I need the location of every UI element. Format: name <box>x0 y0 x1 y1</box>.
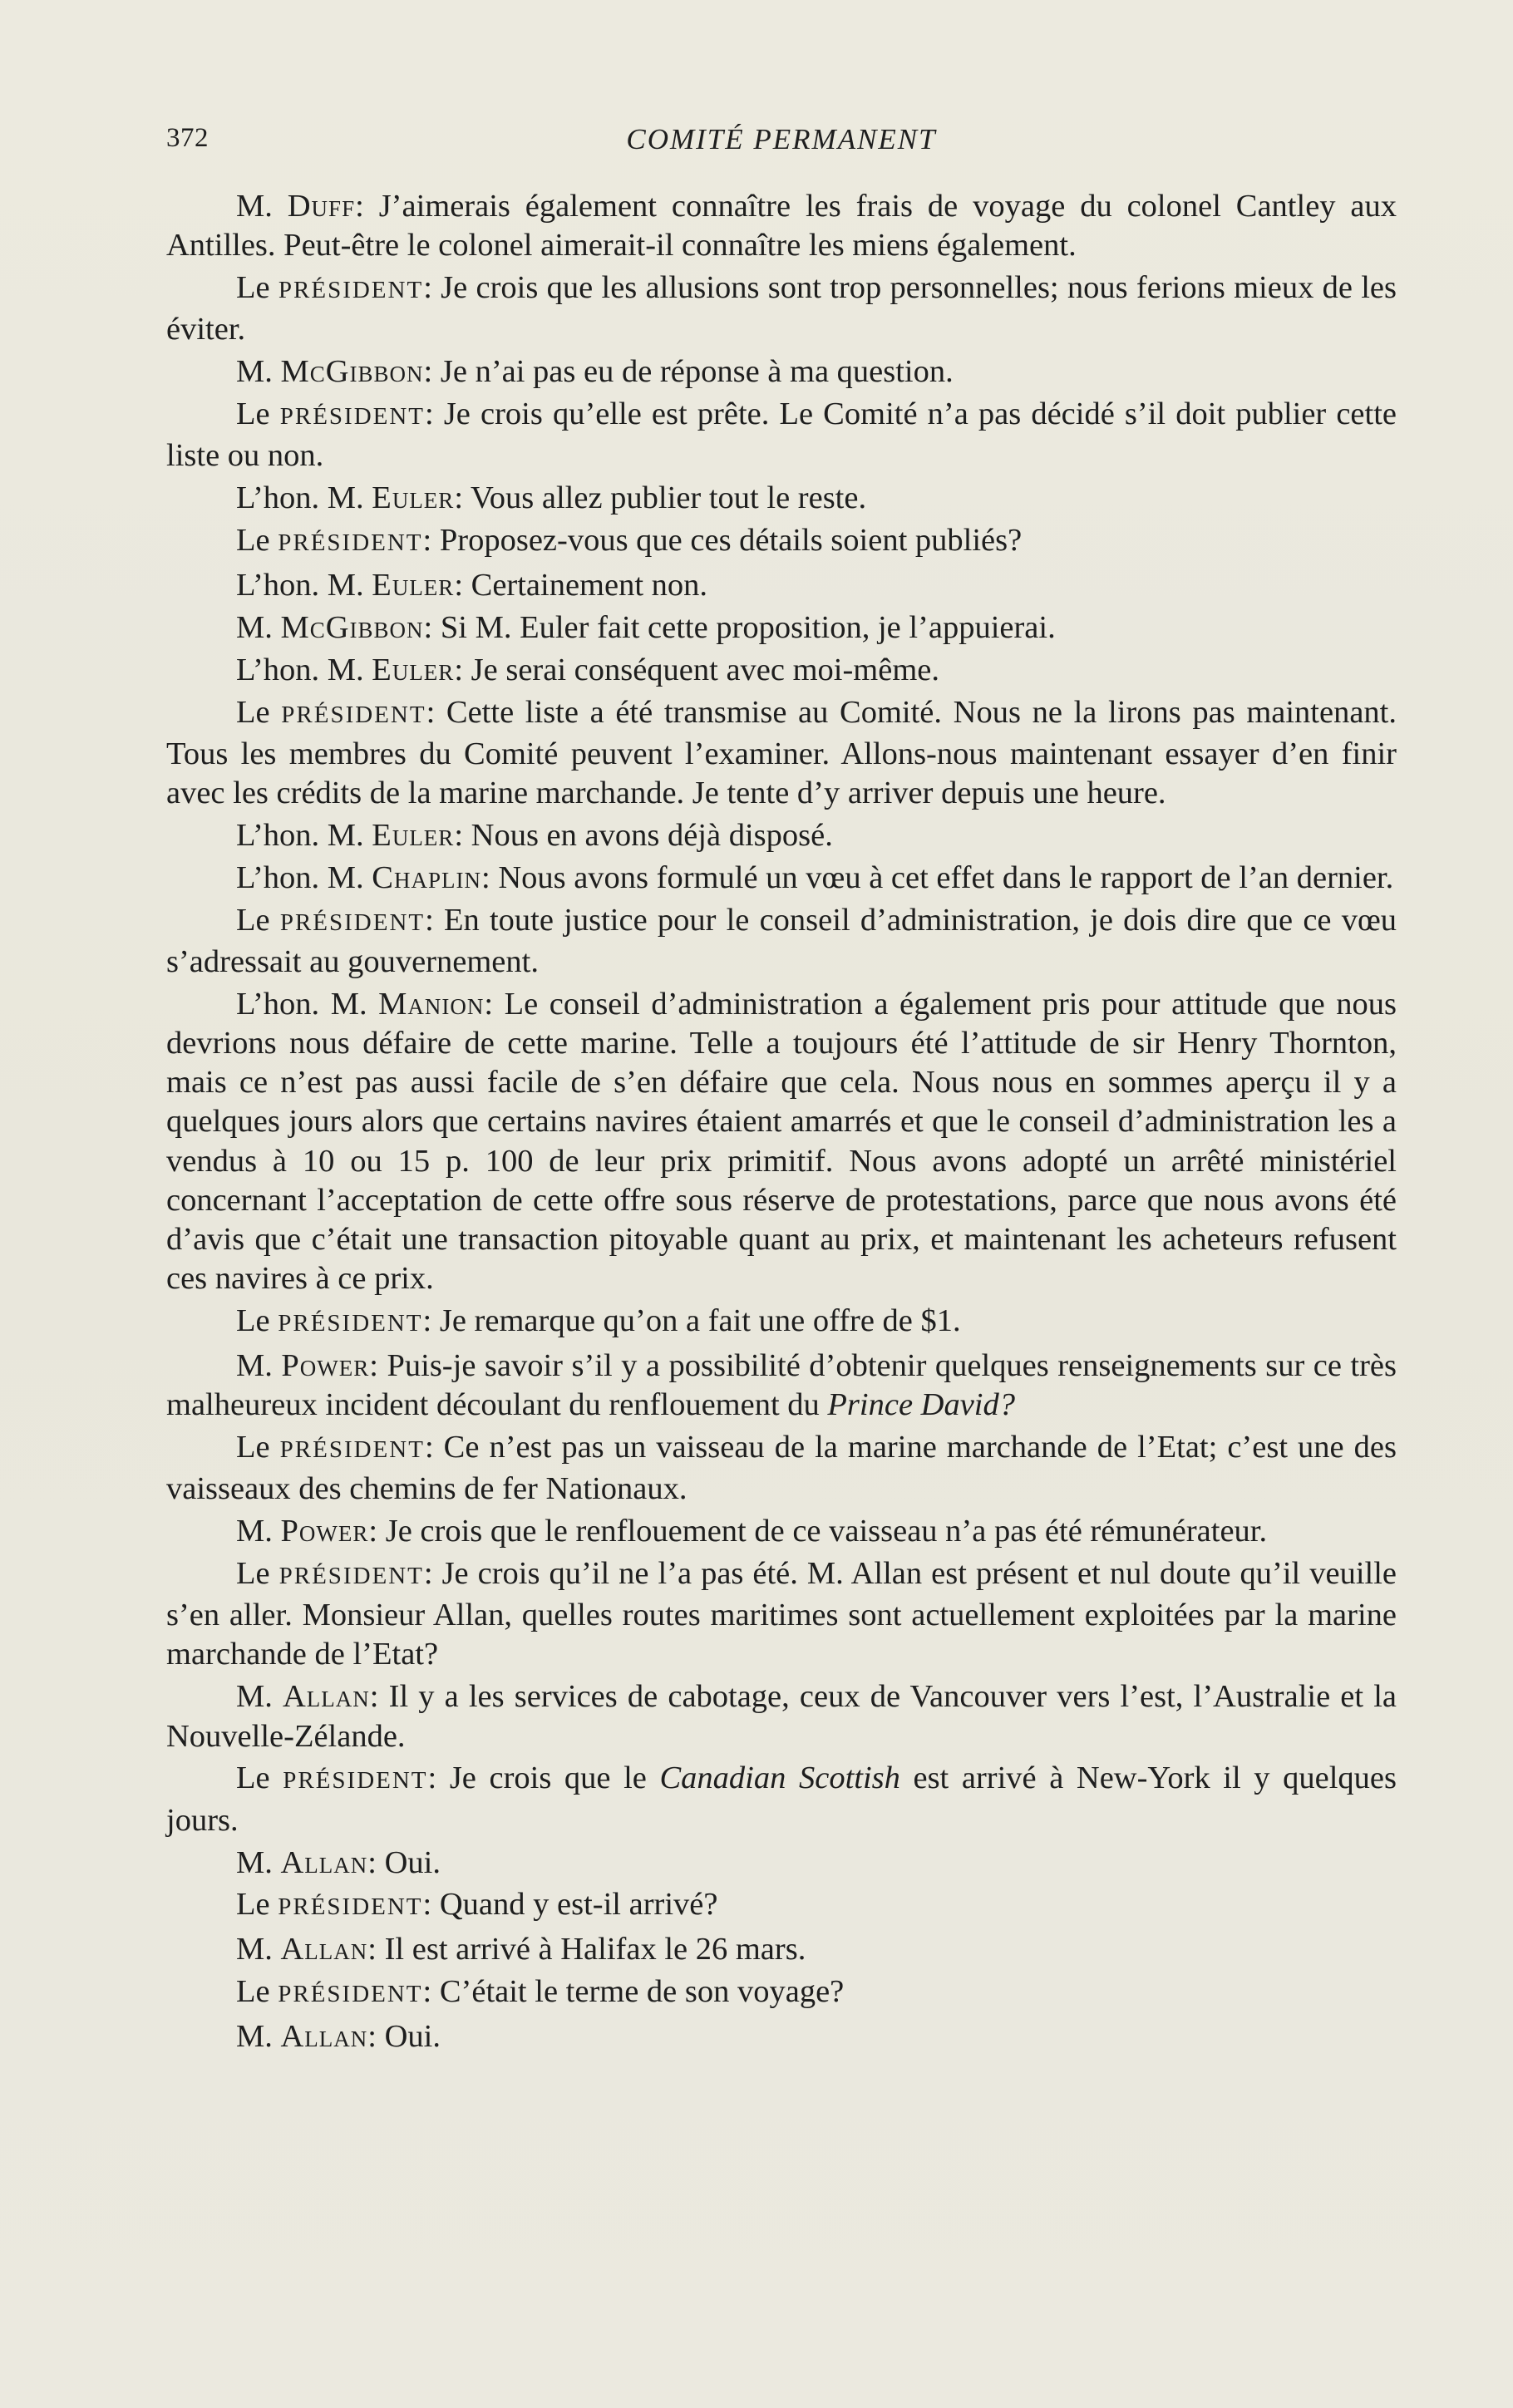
speaker-separator: : <box>424 1430 444 1465</box>
speech-text: Je n’ai pas eu de réponse à ma question. <box>440 354 954 390</box>
speaker-title: M. <box>236 1679 283 1715</box>
transcript-paragraph <box>166 1677 1397 1756</box>
transcript-paragraph <box>166 479 1397 518</box>
transcript-paragraph <box>166 901 1397 982</box>
speech-text: Il y a les services de cabotage, ceux de Vancouver vers l’est, l’Australie et la Nouvelle-Zélande. <box>166 1679 1397 1754</box>
speaker-name: PRÉSIDENT <box>278 1310 423 1337</box>
transcript-paragraph <box>166 1428 1397 1509</box>
transcript-paragraph <box>166 1930 1397 1969</box>
ship-name: Prince David? <box>827 1387 1015 1423</box>
speech-text: Je crois qu’elle est prête. Le Comité n’a pas décidé s’il doit publier cette liste ou non. <box>166 396 1397 474</box>
speaker-separator: : <box>423 354 441 390</box>
speech-text: Le conseil d’administration a également pris pour attitude que nous devrions nous défaire de cette marine. Telle a toujours été l’attitude de sir Henry Thornton, mais ce n’est pas aussi facile de s’en défaire que cela. Nous nous en sommes aperçu il y a quelques jours alors que certains navires étaient amarrés et que le conseil d’administration les a vendus à 10 ou 15 p. 100 de leur prix primitif. Nous avons adopté un arrêté ministériel concernant l’acceptation de cette offre sous réserve de protestations, parce que nous avons été d’avis que c’était une transaction pitoyable quant au prix, et maintenant les acheteurs refusent ces navires à ce prix. <box>166 986 1397 1297</box>
transcript-body <box>166 187 1397 2060</box>
speech-text: En toute justice pour le conseil d’administration, je dois dire que ce vœu s’adressait au gouvernement. <box>166 902 1397 979</box>
speaker-name: PRÉSIDENT <box>278 1981 423 2008</box>
speaker-title: L’hon. M. <box>236 859 372 895</box>
speaker-title: Le <box>236 1887 278 1923</box>
speaker-separator: : <box>426 694 446 730</box>
speaker-separator: : <box>422 1887 440 1923</box>
speaker-separator: : <box>367 1932 385 1967</box>
speaker-name: Power <box>281 1348 370 1383</box>
speech-text: Certainement non. <box>471 567 708 603</box>
transcript-paragraph <box>166 1512 1397 1551</box>
speaker-title: Le <box>236 396 280 432</box>
transcript-paragraph <box>166 608 1397 648</box>
speaker-title: M. <box>236 609 281 645</box>
speaker-name: Allan <box>283 1679 370 1715</box>
speech-text: Ce n’est pas un vaisseau de la marine marchande de l’Etat; c’est une des vaisseaux des chemins de fer Nationaux. <box>166 1430 1397 1507</box>
transcript-paragraph <box>166 2017 1397 2056</box>
speaker-name: Euler <box>372 567 455 603</box>
transcript-paragraph <box>166 1759 1397 1839</box>
speaker-separator: : <box>427 1760 450 1796</box>
speaker-name: PRÉSIDENT <box>278 277 424 304</box>
speech-text: Je crois que le renflouement de ce vaisseau n’a pas été rémunérateur. <box>385 1514 1268 1549</box>
speaker-name: PRÉSIDENT <box>278 1563 424 1590</box>
speaker-separator: : <box>454 652 471 687</box>
speaker-separator: : <box>484 986 505 1022</box>
speaker-title: L’hon. M. <box>236 480 372 516</box>
speaker-title: Le <box>236 694 282 730</box>
speaker-separator: : <box>454 567 471 603</box>
transcript-paragraph <box>166 859 1397 898</box>
transcript-paragraph <box>166 693 1397 814</box>
transcript-paragraph <box>166 395 1397 475</box>
speaker-separator: : <box>422 523 440 559</box>
speaker-name: McGibbon <box>280 354 424 390</box>
speaker-name: PRÉSIDENT <box>279 909 426 936</box>
speaker-name: PRÉSIDENT <box>283 1767 428 1795</box>
speaker-separator: : <box>369 1679 389 1715</box>
speaker-name: Allan <box>280 1932 368 1967</box>
speaker-separator: : <box>454 817 471 853</box>
speaker-name: PRÉSIDENT <box>278 1893 423 1921</box>
transcript-paragraph <box>166 352 1397 391</box>
speech-text: Oui. <box>384 2019 441 2055</box>
speaker-separator: : <box>425 396 444 432</box>
speaker-name: PRÉSIDENT <box>279 1436 425 1464</box>
transcript-paragraph <box>166 1554 1397 1675</box>
speaker-separator: : <box>422 1303 440 1339</box>
speaker-title: Le <box>236 1430 280 1465</box>
speaker-separator: : <box>454 480 471 516</box>
speaker-title: M. <box>236 1348 282 1383</box>
speaker-separator: : <box>423 1556 442 1592</box>
transcript-paragraph <box>166 1302 1397 1343</box>
speaker-separator: : <box>425 902 445 938</box>
running-title: COMITÉ PERMANENT <box>626 123 937 155</box>
speaker-title: Le <box>236 523 278 559</box>
page-number: 372 <box>166 123 209 153</box>
speaker-title: Le <box>236 1556 279 1592</box>
speaker-title: M. <box>236 1844 281 1880</box>
speaker-title: Le <box>236 270 278 306</box>
speaker-name: Allan <box>280 1844 368 1880</box>
speech-text: Nous en avons déjà disposé. <box>471 817 833 853</box>
transcript-paragraph <box>166 1347 1397 1425</box>
speech-text-continued: est arrivé à New-York il y quelques jours. <box>166 1760 1397 1838</box>
speaker-separator: : <box>422 1974 440 2010</box>
transcript-paragraph <box>166 268 1397 349</box>
transcript-paragraph <box>166 1972 1397 2014</box>
speech-text: Si M. Euler fait cette proposition, je l’appuierai. <box>440 609 1056 645</box>
transcript-paragraph <box>166 985 1397 1299</box>
transcript-paragraph <box>166 1885 1397 1927</box>
speaker-separator: : <box>423 609 441 645</box>
speaker-title: M. <box>236 189 288 224</box>
speaker-name: Manion <box>378 986 485 1022</box>
transcript-paragraph <box>166 1844 1397 1883</box>
speaker-title: L’hon. M. <box>236 652 372 687</box>
speaker-name: Euler <box>372 480 455 516</box>
speech-text: Quand y est-il arrivé? <box>439 1887 718 1923</box>
speaker-name: Allan <box>280 2019 368 2055</box>
speech-text: Je crois que les allusions sont trop personnelles; nous ferions mieux de les éviter. <box>166 270 1397 347</box>
transcript-paragraph <box>166 816 1397 855</box>
speech-text: J’aimerais également connaître les frais de voyage du colonel Cantley aux Antilles. Peut-être le colonel aimerait-il connaître les miens également. <box>166 189 1397 263</box>
speaker-separator: : <box>367 1844 385 1880</box>
speaker-title: M. <box>236 2019 281 2055</box>
speaker-title: L’hon. M. <box>236 567 372 603</box>
speaker-separator: : <box>369 1348 387 1383</box>
transcript-paragraph <box>166 187 1397 265</box>
transcript-paragraph <box>166 651 1397 690</box>
speech-text: Je crois que le <box>449 1760 660 1796</box>
speaker-name: Chaplin <box>372 859 481 895</box>
speaker-separator: : <box>481 859 499 895</box>
speaker-title: M. <box>236 1514 281 1549</box>
speech-text: Nous avons formulé un vœu à cet effet dans le rapport de l’an dernier. <box>498 859 1394 895</box>
speaker-separator: : <box>367 2019 385 2055</box>
speaker-separator: : <box>423 270 441 306</box>
speaker-title: Le <box>236 1974 278 2010</box>
speaker-name: PRÉSIDENT <box>279 403 426 431</box>
speaker-title: Le <box>236 1760 283 1796</box>
speaker-name: PRÉSIDENT <box>278 529 423 557</box>
speaker-title: Le <box>236 902 280 938</box>
speech-text: Je remarque qu’on a fait une offre de $1. <box>439 1303 961 1339</box>
speaker-title: M. <box>236 354 281 390</box>
speech-text: Puis-je savoir s’il y a possibilité d’obtenir quelques renseignements sur ce très malheureux incident découlant du renflouement du <box>166 1348 1397 1423</box>
page-header <box>166 123 1397 165</box>
speaker-name: PRÉSIDENT <box>281 701 426 728</box>
speaker-name: McGibbon <box>280 609 424 645</box>
speaker-title: L’hon. M. <box>236 986 379 1022</box>
speech-text: C’était le terme de son voyage? <box>439 1974 845 2010</box>
ship-name: Canadian Scottish <box>659 1760 900 1796</box>
speaker-name: Power <box>280 1514 369 1549</box>
speaker-name: Euler <box>372 652 455 687</box>
transcript-paragraph <box>166 521 1397 563</box>
speaker-title: L’hon. M. <box>236 817 372 853</box>
speaker-name: Duff <box>287 189 356 224</box>
speaker-separator: : <box>368 1514 386 1549</box>
speech-text: Je serai conséquent avec moi-même. <box>471 652 940 687</box>
speaker-separator: : <box>355 189 379 224</box>
speaker-title: M. <box>236 1932 281 1967</box>
speech-text: Vous allez publier tout le reste. <box>470 480 867 516</box>
transcript-paragraph <box>166 566 1397 605</box>
speech-text: Proposez-vous que ces détails soient publiés? <box>439 523 1023 559</box>
speaker-name: Euler <box>372 817 455 853</box>
speech-text: Cette liste a été transmise au Comité. Nous ne la lirons pas maintenant. Tous les membres du Comité peuvent l’examiner. Allons-nous maintenant essayer d’en finir avec les crédits de la marine marchande. Je tente d’y arriver depuis une heure. <box>166 694 1397 811</box>
speech-text: Il est arrivé à Halifax le 26 mars. <box>384 1932 806 1967</box>
speech-text: Oui. <box>384 1844 441 1880</box>
speaker-title: Le <box>236 1303 278 1339</box>
speech-text: Je crois qu’il ne l’a pas été. M. Allan est présent et nul doute qu’il veuille s’en aller. Monsieur Allan, quelles routes maritimes sont actuellement exploitées par la marine marchande de l’Etat? <box>166 1556 1397 1672</box>
